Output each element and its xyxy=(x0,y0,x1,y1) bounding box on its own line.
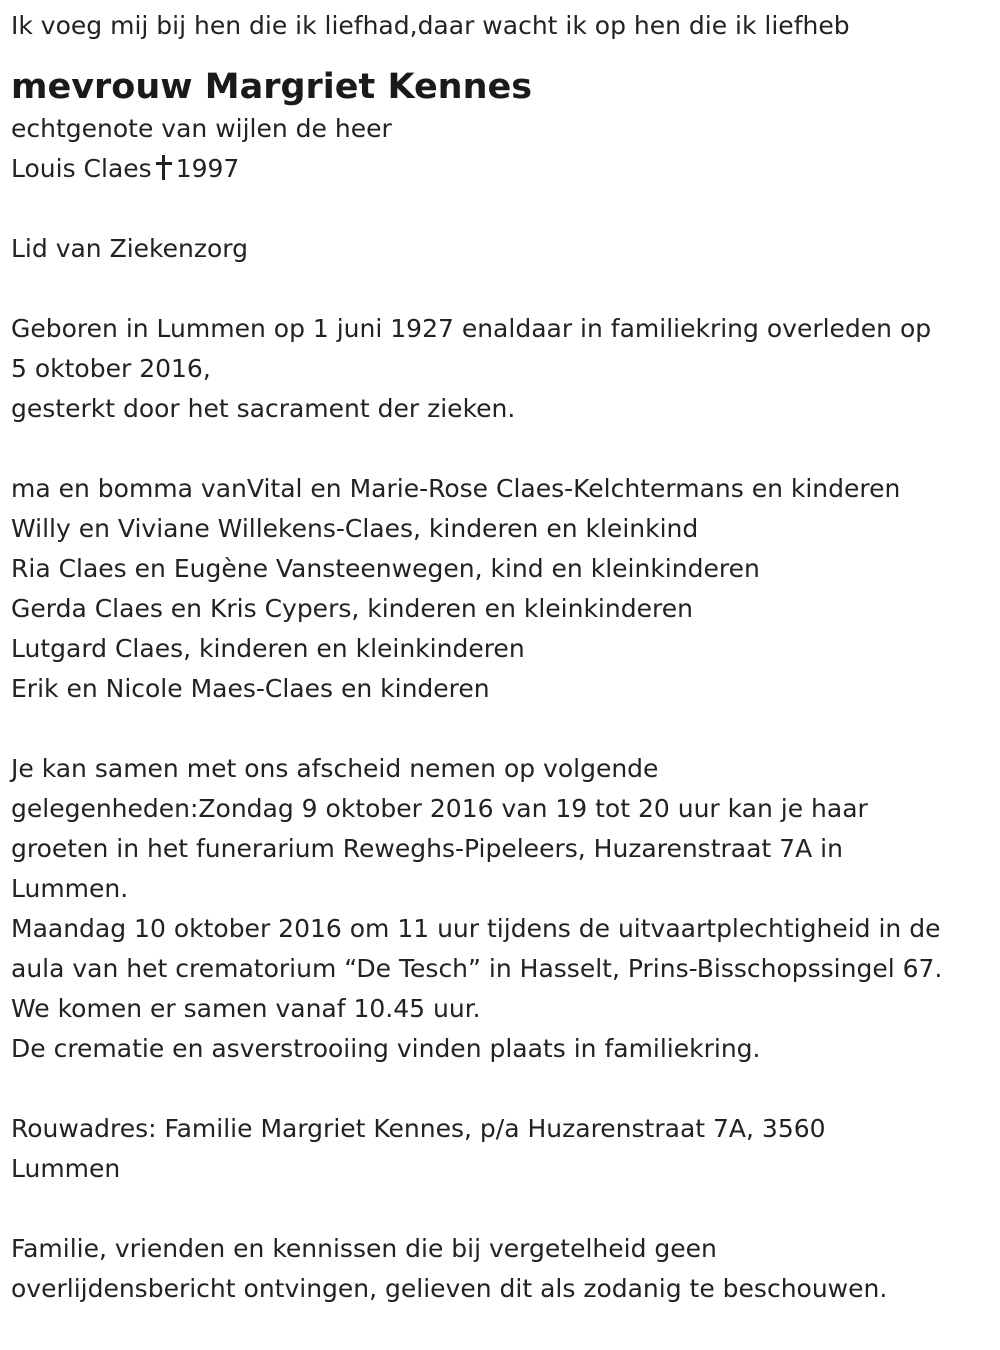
birth-death-line: gesterkt door het sacrament der zieken. xyxy=(11,394,516,423)
birth-death-section xyxy=(11,309,996,429)
family-member: Erik en Nicole Maes-Claes en kinderen xyxy=(11,674,490,703)
spouse-name: Louis Claes xyxy=(11,154,152,183)
farewell-line: gelegenheden:Zondag 9 oktober 2016 van 19 tot 20 uur kan je haar xyxy=(11,794,868,823)
spacer xyxy=(11,709,996,749)
farewell-line: Maandag 10 oktober 2016 om 11 uur tijdens de uitvaartplechtigheid in de xyxy=(11,914,941,943)
family-list xyxy=(11,469,996,709)
spacer xyxy=(11,269,996,309)
family-member: Ria Claes en Eugène Vansteenwegen, kind en kleinkinderen xyxy=(11,554,760,583)
closing-line: Familie, vrienden en kennissen die bij vergetelheid geen xyxy=(11,1234,717,1263)
family-member: Lutgard Claes, kinderen en kleinkinderen xyxy=(11,634,525,663)
farewell-section xyxy=(11,749,996,1069)
family-member: ma en bomma vanVital en Marie-Rose Claes-Kelchtermans en kinderen xyxy=(11,474,901,503)
cross-icon xyxy=(156,155,172,180)
farewell-line: Lummen. xyxy=(11,874,129,903)
membership: Lid van Ziekenzorg xyxy=(11,234,248,263)
spacer xyxy=(11,189,996,229)
mourning-address xyxy=(11,1109,996,1189)
farewell-line: Je kan samen met ons afscheid nemen op volgende xyxy=(11,754,659,783)
spacer xyxy=(11,1189,996,1229)
farewell-line: De crematie en asverstrooiing vinden plaats in familiekring. xyxy=(11,1034,761,1063)
motto: Ik voeg mij bij hen die ik liefhad,daar wacht ik op hen die ik liefheb xyxy=(11,11,850,40)
closing-note xyxy=(11,1229,996,1309)
address-line: Rouwadres: Familie Margriet Kennes, p/a Huzarenstraat 7A, 3560 xyxy=(11,1114,826,1143)
farewell-line: groeten in het funerarium Reweghs-Pipeleers, Huzarenstraat 7A in xyxy=(11,834,843,863)
family-member: Willy en Viviane Willekens-Claes, kinderen en kleinkind xyxy=(11,514,699,543)
birth-death-line: 5 oktober 2016, xyxy=(11,354,211,383)
birth-death-line: Geboren in Lummen op 1 juni 1927 enaldaar in familiekring overleden op xyxy=(11,314,932,343)
spouse-death-year: 1997 xyxy=(175,154,240,183)
address-line: Lummen xyxy=(11,1154,121,1183)
closing-line: overlijdensbericht ontvingen, gelieven dit als zodanig te beschouwen. xyxy=(11,1274,888,1303)
obituary-document xyxy=(11,6,996,1309)
spacer xyxy=(11,1069,996,1109)
deceased-name: mevrouw Margriet Kennes xyxy=(11,67,533,107)
spacer xyxy=(11,429,996,469)
farewell-line: We komen er samen vanaf 10.45 uur. xyxy=(11,994,481,1023)
family-member: Gerda Claes en Kris Cypers, kinderen en kleinkinderen xyxy=(11,594,693,623)
spouse-intro: echtgenote van wijlen de heer xyxy=(11,114,392,143)
farewell-line: aula van het crematorium “De Tesch” in Hasselt, Prins-Bisschopssingel 67. xyxy=(11,954,943,983)
spouse-line xyxy=(11,149,996,189)
